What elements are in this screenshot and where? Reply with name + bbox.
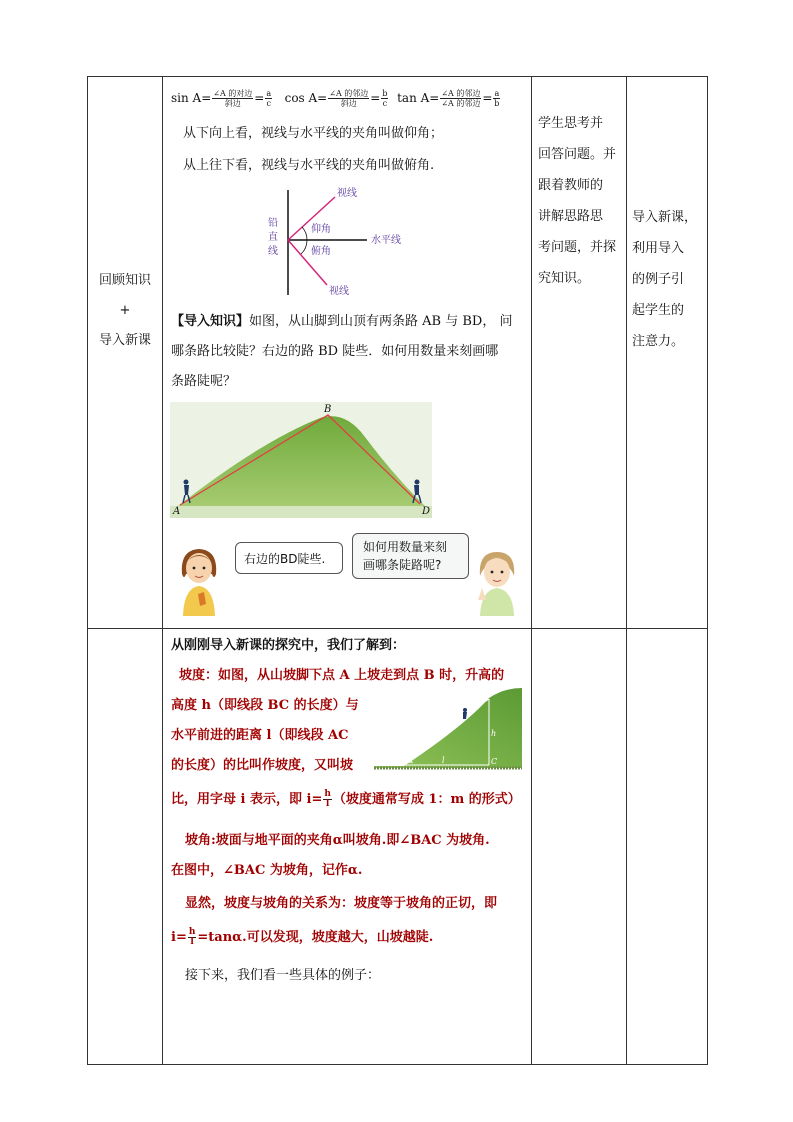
design-intent-line: 的例子引 [632, 272, 685, 287]
table-right-border [707, 76, 708, 1065]
section-label-plus: + [119, 303, 131, 318]
design-intent-line: 导入新课， [632, 210, 698, 225]
cos-label: cos A= [284, 91, 328, 105]
horizontal-line-label: 水平线 [371, 235, 401, 246]
section-label [88, 266, 162, 356]
sin-ratio: $\frac{a}{c}$ [266, 89, 272, 108]
sin-label: sin A= [171, 91, 212, 105]
elevation-definition: 从下向上看，视线与水平线的夹角叫做仰角； [183, 126, 444, 141]
student-activity-line: 跟着教师的 [538, 178, 604, 193]
slope-line-2: 高度 h（即线段 BC 的长度）与 [171, 698, 359, 713]
speech-bubble-right-line1: 如何用数量来刻 [363, 540, 448, 554]
slope-fraction: $\frac{h}{l}$ [324, 789, 331, 809]
slope-point-a: A [386, 756, 392, 765]
speech-bubble-right [352, 533, 469, 579]
relation-line-1: 显然，坡度与坡角的关系为：坡度等于坡角的正切，即 [185, 896, 498, 911]
plumb-line-char-3: 线 [268, 246, 278, 257]
speech-bubble-right-line2: 画哪条陡路呢? [363, 558, 442, 572]
relation-line-2: i= $\frac{h}{l}$ =tanα.可以发现，坡度越大，山坡越陡. [171, 927, 434, 947]
angle-diagram [255, 185, 425, 300]
design-intent-line: 利用导入 [632, 241, 685, 256]
sin-fraction: $\frac{\text{∠A 的对边}}{\text{斜边}}$ [213, 89, 253, 108]
intro-paragraph [171, 307, 529, 397]
column-divider-1 [162, 76, 163, 1065]
section-label-line3: 导入新课 [98, 333, 151, 348]
next-examples-text: 接下来，我们看一些具体的例子： [185, 968, 381, 983]
section-label-line1: 回顾知识 [98, 273, 151, 288]
intro-text-1: 如图，从山脚到山顶有两条路 AB 与 BD， 问 [249, 314, 513, 329]
cos-fraction: $\frac{\text{∠A 的邻边}}{\text{斜边}}$ [329, 89, 369, 108]
intro-text-3: 条路陡呢？ [171, 374, 237, 389]
girl-left-avatar [174, 544, 224, 616]
slope-line-4: 的长度）的比叫作坡度，又叫坡 [171, 758, 354, 773]
design-intent-line: 起学生的 [632, 303, 685, 318]
girl-right-avatar [472, 548, 522, 616]
point-d-label: D [422, 506, 431, 517]
slope-line-1: 坡度：如图，从山坡脚下点 A 上坡走到点 B 时，升高的 [179, 668, 505, 683]
tan-ratio: $\frac{a}{b}$ [494, 89, 500, 108]
sight-line-bottom-label: 视线 [329, 286, 349, 297]
intro-label: 【导入知识】 [171, 314, 250, 329]
sight-line-top-label: 视线 [337, 188, 357, 199]
student-activity-line: 回答问题。并 [538, 147, 617, 162]
intro-text-2: 哪条路比较陡？右边的路 BD 陡些．如何用数量来刻画哪 [171, 344, 499, 359]
mountain-illustration [170, 402, 432, 518]
depression-angle-label: 俯角 [311, 246, 331, 257]
student-activity-line: 学生思考并 [538, 116, 604, 131]
angle-line-2: 在图中，∠BAC 为坡角，记作α. [171, 863, 363, 878]
relation-fraction: $\frac{h}{l}$ [188, 927, 196, 947]
slope-angle-definition [171, 826, 529, 886]
student-activity-column [538, 108, 616, 294]
point-b-label: B [324, 404, 332, 415]
slope-point-c: C [491, 757, 498, 766]
plumb-line-char-1: 铅 [268, 218, 278, 229]
tan-label: tan A= [397, 91, 440, 105]
student-activity-line: 考问题，并探 [538, 240, 617, 255]
column-divider-2 [531, 76, 532, 1065]
slope-point-b: B [484, 691, 490, 700]
depression-definition: 从上往下看，视线与水平线的夹角叫做俯角. [183, 158, 435, 173]
row2-heading: 从刚刚导入新课的探究中，我们了解到： [171, 638, 406, 653]
point-a-label: A [173, 506, 181, 517]
cos-ratio: $\frac{b}{c}$ [382, 89, 388, 108]
plumb-line-char-2: 直 [268, 232, 278, 243]
slope-line-5: 比，用字母 i 表示，即 i= $\frac{h}{l}$ （坡度通常写成 1：m 的形式） [171, 789, 521, 809]
relation-paragraph [171, 889, 529, 953]
student-activity-line: 讲解思路思 [538, 209, 604, 224]
slope-diagram [374, 686, 524, 772]
trig-formulas: sin A= $\frac{\text{∠A 的对边}}{\text{斜边}}$ = $\frac{a}{c}$ cos A= $\frac{\text{∠A 的邻边}}{\text{斜边}}$ = $\frac{b}{c}$ tan A= $\frac{\text{∠A 的邻边}}{\text{∠A 的邻边}}$ = $\frac{a}{b}$ [171, 89, 500, 108]
design-intent-column [632, 202, 697, 357]
angle-line-1: 坡角:坡面与地平面的夹角α叫坡角.即∠BAC 为坡角. [185, 833, 490, 848]
slope-angle-alpha: α [408, 756, 414, 765]
column-divider-3 [626, 76, 627, 1065]
slope-height-h: h [491, 729, 497, 738]
table-left-border [87, 76, 88, 1065]
slope-line-3: 水平前进的距离 l（即线段 AC [171, 728, 349, 743]
table-bottom-border [87, 1064, 707, 1065]
climber-icon [463, 708, 467, 719]
elevation-angle-label: 仰角 [311, 224, 331, 235]
tan-fraction: $\frac{\text{∠A 的邻边}}{\text{∠A 的邻边}}$ [441, 89, 481, 108]
design-intent-line: 注意力。 [632, 334, 685, 349]
row-divider [87, 628, 707, 629]
slope-length-l: l [442, 756, 445, 765]
student-activity-line: 究知识。 [538, 271, 591, 286]
table-top-border [87, 76, 707, 77]
speech-bubble-left [235, 542, 343, 574]
speech-bubble-left-text: 右边的BD陡些. [244, 552, 326, 566]
